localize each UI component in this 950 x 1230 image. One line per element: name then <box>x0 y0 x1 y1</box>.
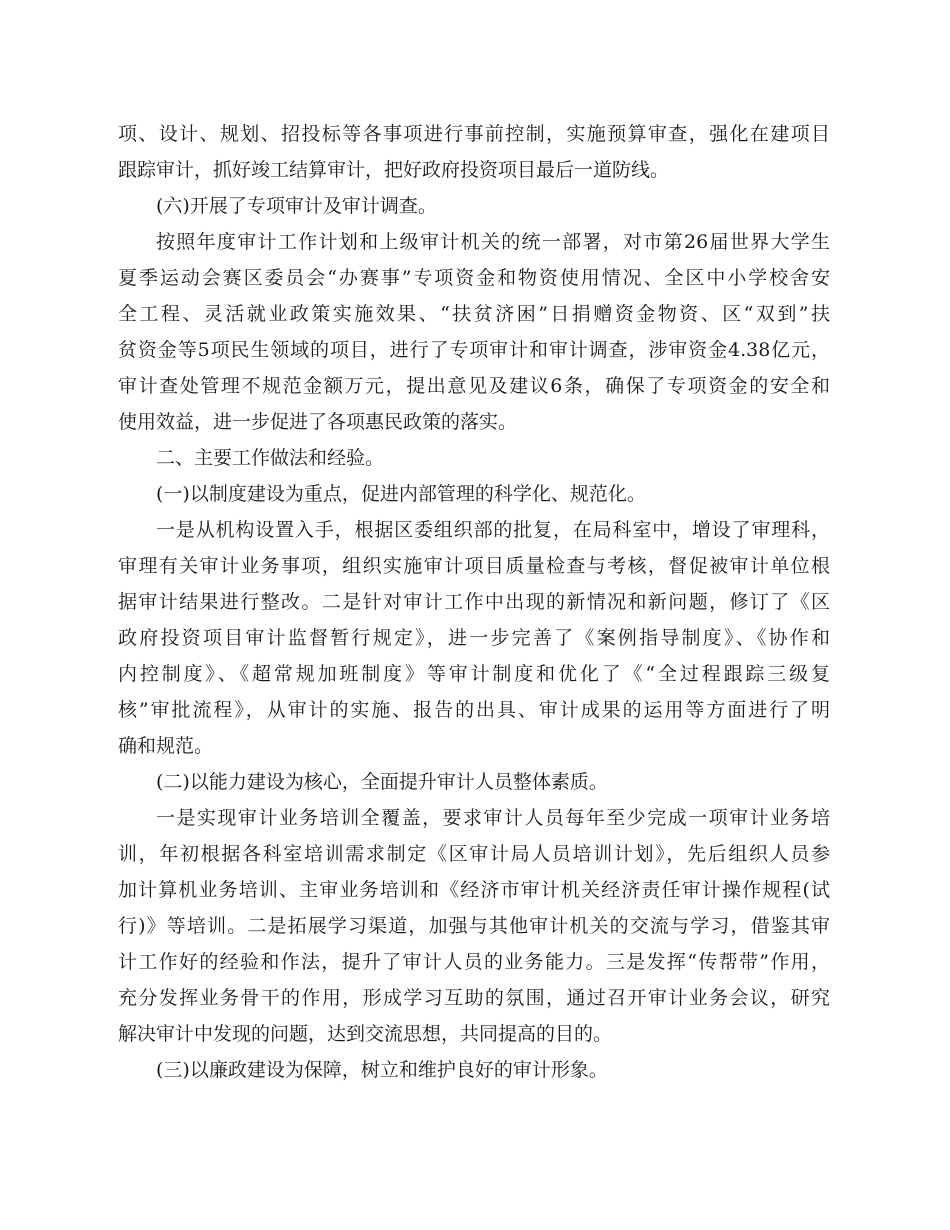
text-line: (三)以廉政建设为保障，树立和维护良好的审计形象。 <box>156 1059 608 1081</box>
text-line: 充分发挥业务骨干的作用，形成学习互助的氛围，通过召开审计业务会议，研究 <box>118 987 830 1009</box>
text-line: 二、主要工作做法和经验。 <box>156 447 385 469</box>
text-line: 内控制度》、《超常规加班制度》等审计制度和优化了《“全过程跟踪三级复 <box>118 663 830 685</box>
text-line: 使用效益，进一步促进了各项惠民政策的落实。 <box>118 411 518 433</box>
text-line: 一是实现审计业务培训全覆盖，要求审计人员每年至少完成一项审计业务培 <box>156 807 830 829</box>
text-line: 据审计结果进行整改。二是针对审计工作中出现的新情况和新问题，修订了《区 <box>118 591 830 613</box>
text-line: (六)开展了专项审计及审计调查。 <box>156 195 437 217</box>
text-line: 确和规范。 <box>118 735 214 757</box>
text-line: 行)》等培训。二是拓展学习渠道，加强与其他审计机关的交流与学习，借鉴其审 <box>118 915 830 937</box>
text-line: (二)以能力建设为核心，全面提升审计人员整体素质。 <box>156 771 608 793</box>
text-line: 按照年度审计工作计划和上级审计机关的统一部署，对市第26届世界大学生 <box>156 231 830 253</box>
text-line: 加计算机业务培训、主审业务培训和《经济市审计机关经济责任审计操作规程(试 <box>118 879 830 901</box>
text-line: 审理有关审计业务事项，组织实施审计项目质量检查与考核，督促被审计单位根 <box>118 555 830 577</box>
text-line: 贫资金等5项民生领域的项目，进行了专项审计和审计调查，涉审资金4.38亿元， <box>118 339 830 361</box>
text-line: 训，年初根据各科室培训需求制定《区审计局人员培训计划》，先后组织人员参 <box>118 843 830 865</box>
document-body <box>118 116 830 1088</box>
text-line: 解决审计中发现的问题，达到交流思想，共同提高的目的。 <box>118 1023 613 1045</box>
text-line: (一)以制度建设为重点，促进内部管理的科学化、规范化。 <box>156 483 646 505</box>
text-line: 一是从机构设置入手，根据区委组织部的批复，在局科室中，增设了审理科， <box>156 519 830 541</box>
text-line: 夏季运动会赛区委员会“办赛事”专项资金和物资使用情况、全区中小学校舍安 <box>118 267 830 289</box>
text-line: 核”审批流程》，从审计的实施、报告的出具、审计成果的运用等方面进行了明 <box>118 699 830 721</box>
text-line: 计工作好的经验和作法，提升了审计人员的业务能力。三是发挥“传帮带”作用， <box>118 951 830 973</box>
text-line: 跟踪审计，抓好竣工结算审计，把好政府投资项目最后一道防线。 <box>118 159 670 181</box>
text-line: 全工程、灵活就业政策实施效果、“扶贫济困”日捐赠资金物资、区“双到”扶 <box>118 303 830 325</box>
text-line: 政府投资项目审计监督暂行规定》，进一步完善了《案例指导制度》、《协作和 <box>118 627 830 649</box>
text-line: 审计查处管理不规范金额万元，提出意见及建议6条，确保了专项资金的安全和 <box>118 375 830 397</box>
text-line: 项、设计、规划、招投标等各事项进行事前控制，实施预算审查，强化在建项目 <box>118 123 830 145</box>
